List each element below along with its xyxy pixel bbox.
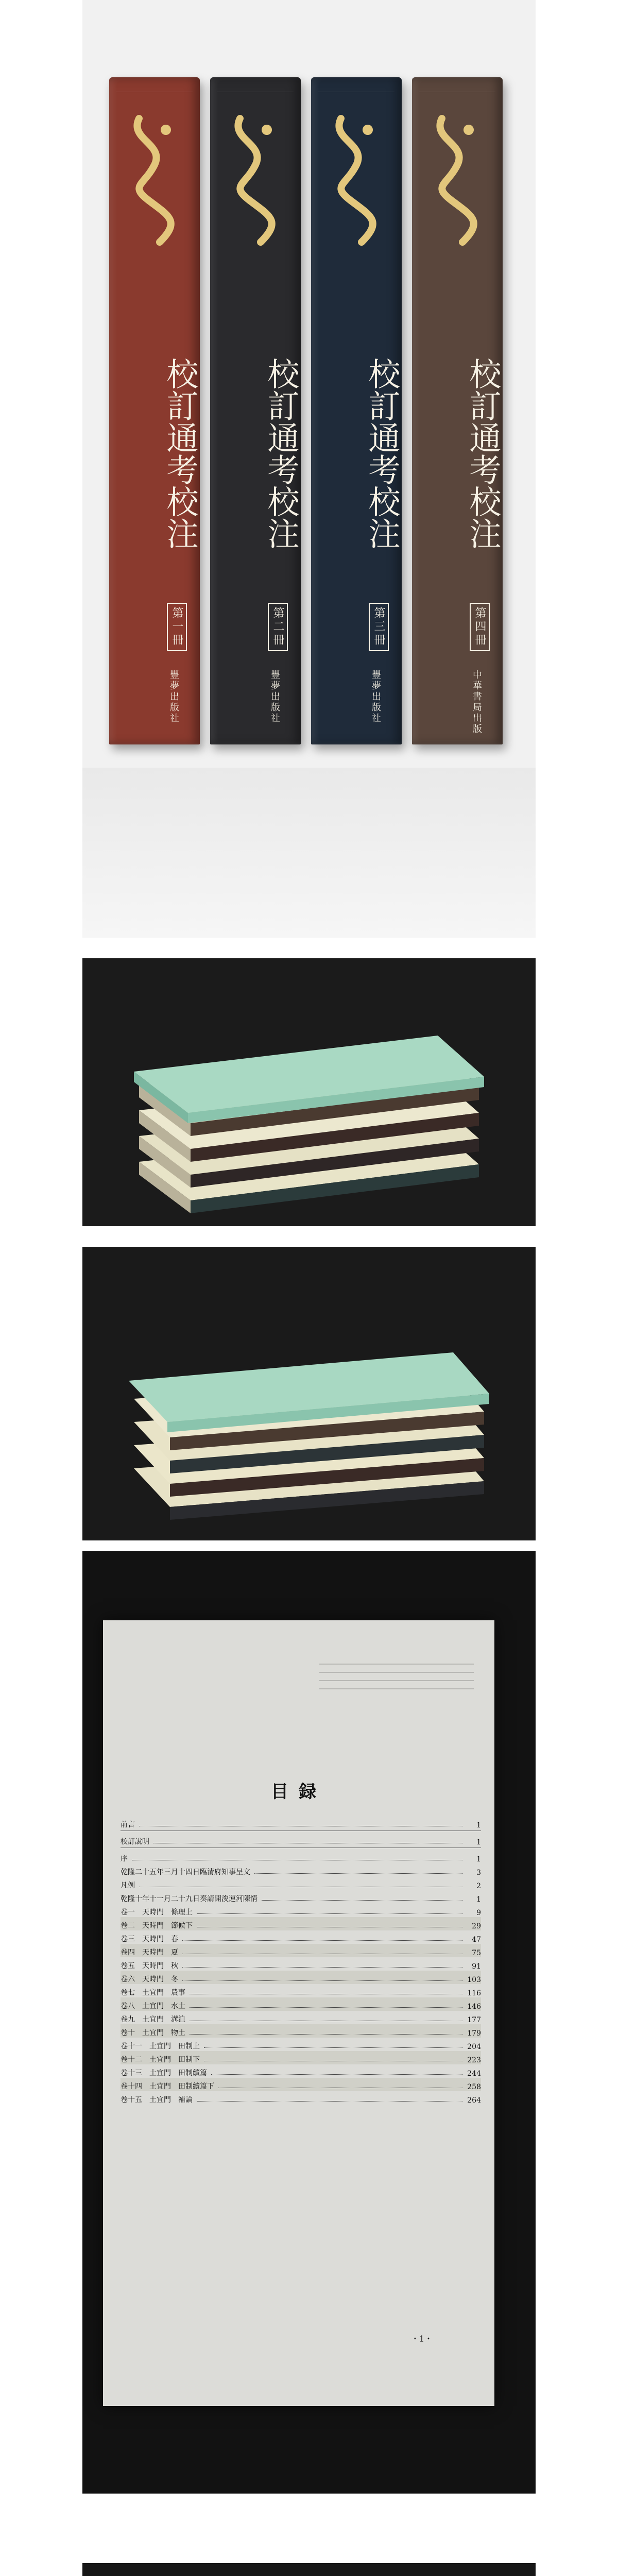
spine-publisher: 豐夢出版社: [370, 670, 381, 724]
toc-title: 卷九 土宜門 溝洫: [121, 2015, 185, 2024]
toc-title: 卷五 天時門 秋: [121, 1962, 178, 1970]
stack-photo-front: [82, 1247, 536, 1540]
toc-row: [121, 2024, 481, 2038]
toc-leader: [182, 1967, 462, 1968]
toc-title: 卷四 天時門 夏: [121, 1948, 178, 1957]
toc-page: 1: [476, 1838, 481, 1846]
toc-page: 264: [467, 2096, 481, 2105]
toc-page: 29: [472, 1922, 481, 1930]
toc-title: 卷十五 土宜門 補論: [121, 2096, 193, 2104]
toc-row: [121, 2051, 481, 2064]
dragon-ornament-icon: [421, 108, 493, 294]
toc-page: 75: [472, 1949, 481, 1957]
table-of-contents: [121, 1816, 481, 2105]
toc-title: 校訂說明: [121, 1838, 149, 1846]
toc-title: 卷一 天時門 條理上: [121, 1908, 193, 1917]
spine-publisher: 中華書局出版: [471, 670, 482, 735]
toc-row: [121, 1890, 481, 1904]
toc-row: [121, 1816, 481, 1829]
toc-title: 卷七 土宜門 農事: [121, 1989, 185, 1997]
toc-leader: [204, 2047, 462, 2048]
toc-leader: [262, 1900, 462, 1901]
dragon-ornament-icon: [320, 108, 392, 294]
book-stack-illustration: [82, 958, 536, 1226]
show-through-text: [319, 1656, 474, 1713]
toc-title: 卷六 天時門 冬: [121, 1975, 178, 1984]
toc-page: 9: [476, 1909, 481, 1917]
toc-page: 2: [476, 1882, 481, 1890]
toc-leader: [182, 1980, 462, 1981]
toc-title: 卷二 天時門 節候下: [121, 1922, 193, 1930]
toc-title: 卷十三 土宜門 田制續篇: [121, 2069, 207, 2077]
toc-page: 179: [467, 2029, 481, 2038]
toc-leader: [197, 2101, 462, 2102]
toc-title: 乾隆二十五年三月十四日臨清府知事呈文: [121, 1868, 250, 1876]
book-spine-3: [311, 77, 402, 744]
toc-leader: [182, 1940, 462, 1941]
toc-page: 47: [472, 1936, 481, 1944]
toc-row: [121, 2091, 481, 2105]
book-spine-2: [210, 77, 301, 744]
toc-row: [121, 1984, 481, 1997]
toc-row: [121, 2078, 481, 2091]
stack-photo-angled: [82, 958, 536, 1226]
toc-page: 3: [476, 1869, 481, 1877]
toc-page: 244: [467, 2070, 481, 2078]
toc-row: [121, 1944, 481, 1957]
toc-title: 卷十四 土宜門 田制續篇下: [121, 2082, 214, 2091]
toc-page: 146: [467, 2003, 481, 2011]
toc-page: 1: [476, 1895, 481, 1904]
toc-row: [121, 1904, 481, 1917]
spine-publisher: 豐夢出版社: [269, 670, 280, 724]
toc-title: 卷八 土宜門 水土: [121, 2002, 185, 2010]
spine-title: 校訂通考校注: [363, 358, 401, 549]
toc-title: 序: [121, 1855, 128, 1863]
toc-page: 177: [467, 2016, 481, 2024]
toc-title: 凡例: [121, 1882, 135, 1890]
toc-row: [121, 1833, 481, 1846]
spine-volume: 第四冊: [470, 603, 490, 651]
toc-title: 前言: [121, 1821, 135, 1829]
toc-page: 116: [467, 1989, 481, 1997]
toc-title: 卷三 天時門 春: [121, 1935, 178, 1943]
spine-volume: 第二冊: [268, 603, 288, 651]
toc-page: 103: [467, 1976, 481, 1984]
toc-row: [121, 1863, 481, 1877]
toc-leader: [197, 1913, 462, 1914]
dragon-ornament-icon: [118, 108, 191, 294]
spine-publisher: 豐夢出版社: [168, 670, 179, 724]
toc-row: [121, 2064, 481, 2078]
toc-page: 258: [467, 2083, 481, 2091]
dragon-ornament-icon: [219, 108, 291, 294]
toc-page: 91: [472, 1962, 481, 1971]
book-spine-1: [109, 77, 200, 744]
toc-page: 1: [476, 1855, 481, 1863]
toc-page: 204: [467, 2043, 481, 2051]
book-page-contents: [103, 1620, 494, 2406]
page-number: ・1・: [410, 2334, 433, 2344]
spine-title: 校訂通考校注: [464, 358, 502, 549]
toc-title: 卷十二 土宜門 田制下: [121, 2056, 200, 2064]
toc-row: [121, 1930, 481, 1944]
toc-page: 223: [467, 2056, 481, 2064]
toc-leader: [190, 2007, 462, 2008]
toc-row: [121, 2038, 481, 2051]
toc-row: [121, 1997, 481, 2011]
contents-page-photo: [82, 1551, 536, 2494]
table-surface: [82, 768, 536, 938]
toc-row: [121, 1957, 481, 1971]
toc-page: 1: [476, 1821, 481, 1829]
toc-title: 乾隆十年十一月二十九日奏請開浚運河陳情: [121, 1895, 258, 1903]
contents-heading: 目録: [271, 1782, 327, 1802]
toc-row: [121, 1877, 481, 1890]
toc-leader: [190, 2034, 462, 2035]
spine-title: 校訂通考校注: [262, 358, 300, 549]
toc-row: [121, 2011, 481, 2024]
toc-row: [121, 1917, 481, 1930]
toc-row: [121, 1971, 481, 1984]
toc-leader: [254, 1873, 462, 1874]
toc-title: 卷十一 土宜門 田制上: [121, 2042, 200, 2050]
spine-volume: 第三冊: [369, 603, 389, 651]
book-stack-illustration: [82, 1247, 536, 1540]
spine-volume: 第一冊: [167, 603, 187, 651]
toc-leader: [211, 2074, 462, 2075]
spine-title: 校訂通考校注: [161, 358, 199, 549]
toc-row: [121, 1850, 481, 1863]
toc-title: 卷十 土宜門 物土: [121, 2029, 185, 2037]
spines-photo: [82, 0, 536, 938]
book-spine-4: [412, 77, 503, 744]
text-page-photo: [82, 2563, 536, 2576]
